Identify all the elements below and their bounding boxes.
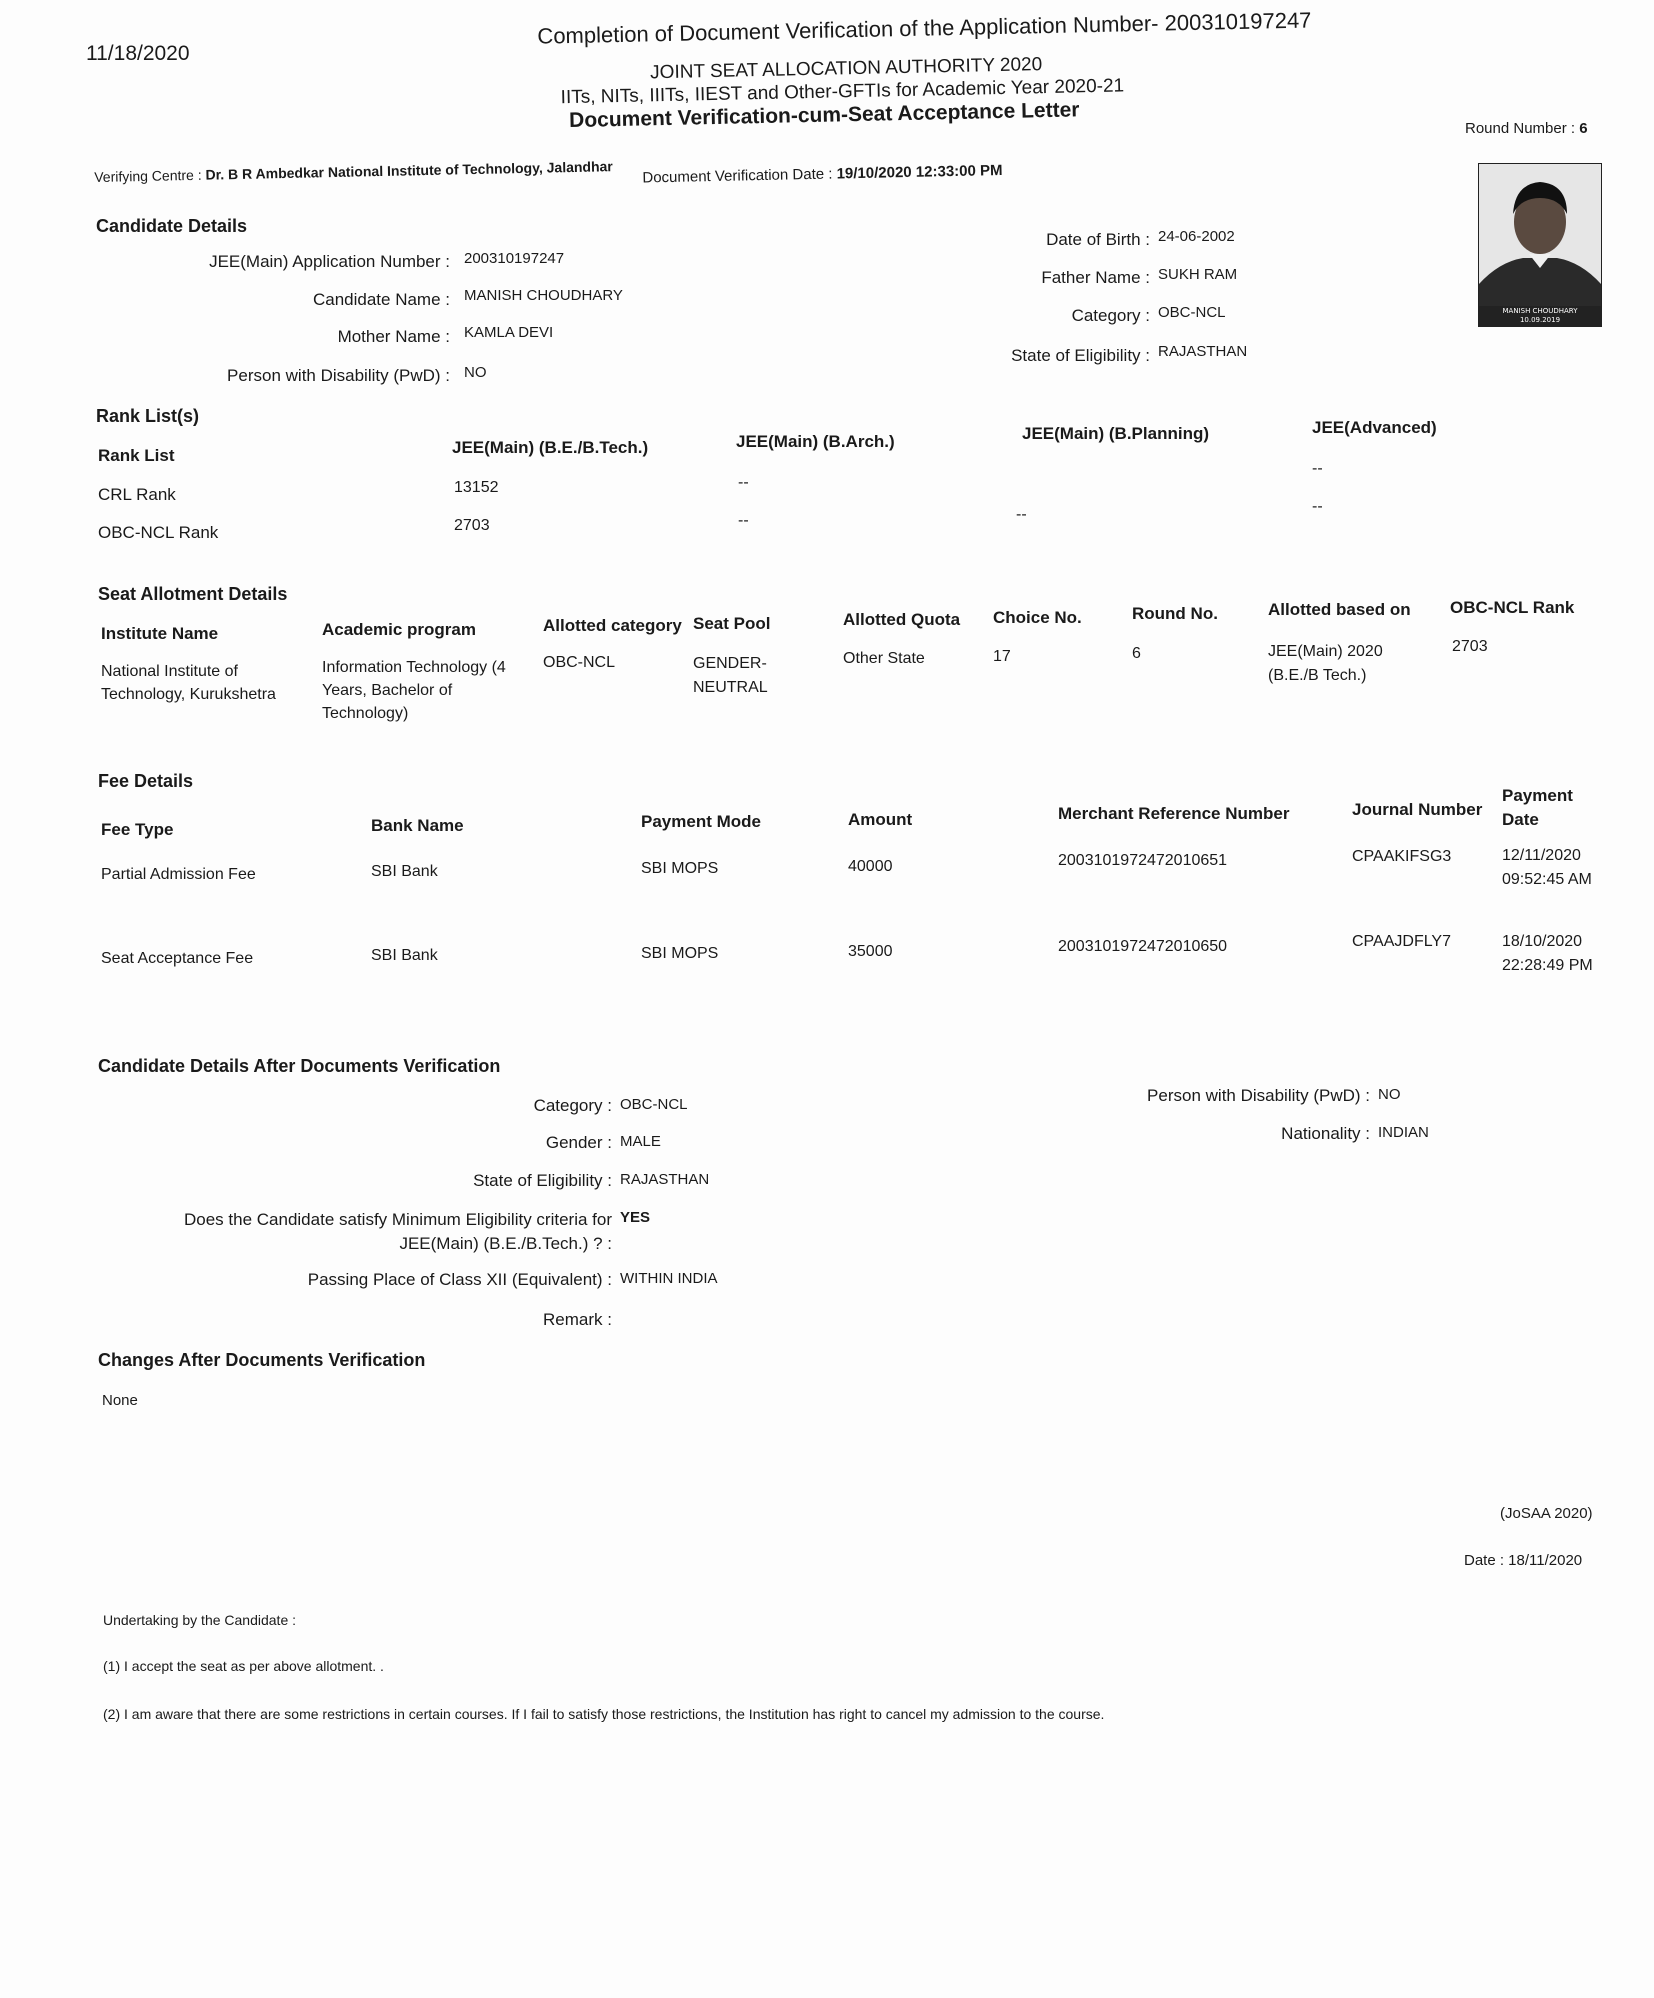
footer-date: Date : 18/11/2020 xyxy=(1464,1552,1583,1569)
after-pwd-value: NO xyxy=(1378,1086,1401,1103)
fee-row2-amount: 35000 xyxy=(848,943,893,960)
state-label: State of Eligibility : xyxy=(1011,346,1150,365)
crl-rank-advanced: -- xyxy=(1312,460,1323,477)
seat-col-choice-no: Choice No. xyxy=(993,608,1082,627)
authority-name: JOINT SEAT ALLOCATION AUTHORITY 2020 xyxy=(649,54,1043,84)
seat-col-quota: Allotted Quota xyxy=(843,610,961,629)
josaa-label: (JoSAA 2020) xyxy=(1500,1505,1593,1522)
obc-rank-btech: 2703 xyxy=(454,517,490,534)
seat-col-obc-rank: OBC-NCL Rank xyxy=(1450,598,1575,617)
seat-col-allotted-based-on: Allotted based on xyxy=(1268,600,1411,619)
father-name-value: SUKH RAM xyxy=(1158,266,1238,283)
crl-rank-btech: 13152 xyxy=(454,479,499,496)
seat-col-seat-pool: Seat Pool xyxy=(693,614,771,633)
eligibility-value: YES xyxy=(620,1209,651,1226)
fee-details-heading: Fee Details xyxy=(98,771,194,791)
verifying-centre: Verifying Centre : Dr. B R Ambedkar National Institute of Technology, Jalandhar xyxy=(94,158,613,185)
seat-academic-program: Information Technology (4 Years, Bachelor of Technology) xyxy=(322,659,506,722)
round-number: Round Number : 6 xyxy=(1465,120,1588,137)
seat-quota-value: Other State xyxy=(843,650,925,667)
letter-title: Document Verification-cum-Seat Acceptance Letter xyxy=(568,98,1080,133)
candidate-name-value: MANISH CHOUDHARY xyxy=(464,287,623,304)
nationality-value: INDIAN xyxy=(1378,1124,1429,1141)
rank-col-jee-main-bplanning: JEE(Main) (B.Planning) xyxy=(1022,424,1209,443)
fee-col-type: Fee Type xyxy=(101,820,174,839)
fee-row1-journal: CPAAKIFSG3 xyxy=(1352,848,1452,865)
after-state-value: RAJASTHAN xyxy=(620,1171,710,1188)
pwd-value: NO xyxy=(464,364,487,381)
rank-lists-heading: Rank List(s) xyxy=(96,406,200,426)
gender-label: Gender : xyxy=(545,1133,612,1152)
person-silhouette-icon xyxy=(1479,164,1601,314)
fee-col-journal: Journal Number xyxy=(1352,800,1483,819)
candidate-name-label: Candidate Name : xyxy=(312,290,450,309)
fee-row2-mode: SBI MOPS xyxy=(641,945,719,962)
fee-row1-merchant-ref: 2003101972472010651 xyxy=(1058,852,1228,869)
seat-institute-name: National Institute of Technology, Kurukshetra xyxy=(101,663,276,703)
verification-date: Document Verification Date : 19/10/2020 12:33:00 PM xyxy=(642,161,1003,187)
undertaking-title: Undertaking by the Candidate : xyxy=(103,1612,297,1628)
fee-row2-type: Seat Acceptance Fee xyxy=(101,950,254,967)
seat-allotment-heading: Seat Allotment Details xyxy=(98,584,288,604)
mother-name-label: Mother Name : xyxy=(337,327,450,346)
fee-row2-journal: CPAAJDFLY7 xyxy=(1352,933,1451,950)
seat-obc-rank-value: 2703 xyxy=(1452,638,1488,655)
after-state-label: State of Eligibility : xyxy=(473,1171,612,1190)
fee-row1-type: Partial Admission Fee xyxy=(101,866,256,883)
rank-row-crl: CRL Rank xyxy=(98,485,176,504)
candidate-photo xyxy=(1478,163,1602,327)
page-title: Completion of Document Verification of the Application Number- 200310197247 xyxy=(537,7,1312,49)
obc-rank-bplanning: -- xyxy=(1016,506,1027,523)
rank-col-jee-advanced: JEE(Advanced) xyxy=(1312,418,1437,437)
after-pwd-label: Person with Disability (PwD) : xyxy=(1147,1086,1370,1105)
seat-allotted-category: OBC-NCL xyxy=(543,654,616,671)
letter-header xyxy=(0,0,1654,187)
fee-row2-date: 18/10/2020 22:28:49 PM xyxy=(1502,933,1593,974)
dob-label: Date of Birth : xyxy=(1046,230,1150,249)
institutes-line: IITs, NITs, IIITs, IIEST and Other-GFTIs for Academic Year 2020-21 xyxy=(560,75,1125,109)
nationality-label: Nationality : xyxy=(1281,1124,1370,1143)
candidate-details-heading: Candidate Details xyxy=(96,216,248,236)
dob-value: 24-06-2002 xyxy=(1158,228,1235,245)
remark-label: Remark : xyxy=(543,1310,612,1329)
state-value: RAJASTHAN xyxy=(1158,343,1248,360)
print-date: 11/18/2020 xyxy=(86,42,190,65)
after-verification-heading: Candidate Details After Documents Verification xyxy=(98,1056,501,1076)
photo-caption: MANISH CHOUDHARY 10.09.2019 xyxy=(1479,306,1601,326)
fee-col-amount: Amount xyxy=(848,810,913,829)
fee-row2-merchant-ref: 2003101972472010650 xyxy=(1058,938,1228,955)
rank-col-jee-main-btech: JEE(Main) (B.E./B.Tech.) xyxy=(452,438,649,457)
gender-value: MALE xyxy=(620,1133,661,1150)
seat-pool-value: GENDER-NEUTRAL xyxy=(693,655,768,696)
fee-row1-date: 12/11/2020 09:52:45 AM xyxy=(1502,847,1592,888)
fee-row1-bank: SBI Bank xyxy=(371,863,438,880)
pwd-label: Person with Disability (PwD) : xyxy=(227,366,450,385)
seat-col-category: Allotted category xyxy=(543,616,682,635)
seat-col-program: Academic program xyxy=(322,620,476,639)
fee-row1-mode: SBI MOPS xyxy=(641,860,719,877)
application-number-label: JEE(Main) Application Number : xyxy=(209,252,450,271)
fee-col-merchant-ref: Merchant Reference Number xyxy=(1058,804,1290,823)
passing-place-value: WITHIN INDIA xyxy=(620,1270,718,1287)
seat-round-value: 6 xyxy=(1132,645,1141,662)
crl-rank-barch: -- xyxy=(738,474,749,491)
fee-col-mode: Payment Mode xyxy=(641,812,761,831)
eligibility-label: Does the Candidate satisfy Minimum Eligibility criteria for JEE(Main) (B.E./B.Tech.) ? : xyxy=(184,1210,612,1253)
undertaking-point-2: (2) I am aware that there are some restrictions in certain courses. If I fail to satisfy those restrictions, the Institution has right to cancel my admission to the course. xyxy=(103,1706,1105,1722)
seat-based-on-value: JEE(Main) 2020 (B.E./B Tech.) xyxy=(1268,643,1383,684)
rank-row-obc-ncl: OBC-NCL Rank xyxy=(98,523,219,542)
mother-name-value: KAMLA DEVI xyxy=(464,324,554,341)
father-name-label: Father Name : xyxy=(1041,268,1150,287)
obc-rank-advanced: -- xyxy=(1312,498,1323,515)
fee-row1-amount: 40000 xyxy=(848,858,893,875)
fee-row2-bank: SBI Bank xyxy=(371,947,438,964)
undertaking-point-1: (1) I accept the seat as per above allotment. . xyxy=(103,1658,384,1674)
passing-place-label: Passing Place of Class XII (Equivalent) : xyxy=(307,1270,612,1289)
obc-rank-barch: -- xyxy=(738,512,749,529)
fee-col-bank: Bank Name xyxy=(371,816,464,835)
after-category-value: OBC-NCL xyxy=(620,1096,688,1113)
changes-heading: Changes After Documents Verification xyxy=(98,1350,426,1370)
seat-col-round-no: Round No. xyxy=(1132,604,1218,623)
changes-value: None xyxy=(102,1392,138,1409)
application-number-value: 200310197247 xyxy=(464,250,565,267)
seat-choice-value: 17 xyxy=(993,648,1011,665)
category-label: Category : xyxy=(1071,306,1150,325)
after-category-label: Category : xyxy=(533,1096,612,1115)
seat-col-institute: Institute Name xyxy=(101,624,219,643)
rank-col-jee-main-barch: JEE(Main) (B.Arch.) xyxy=(736,432,895,451)
fee-col-date: Payment Date xyxy=(1502,786,1573,829)
rank-col-label: Rank List xyxy=(98,446,175,465)
category-value: OBC-NCL xyxy=(1158,304,1226,321)
